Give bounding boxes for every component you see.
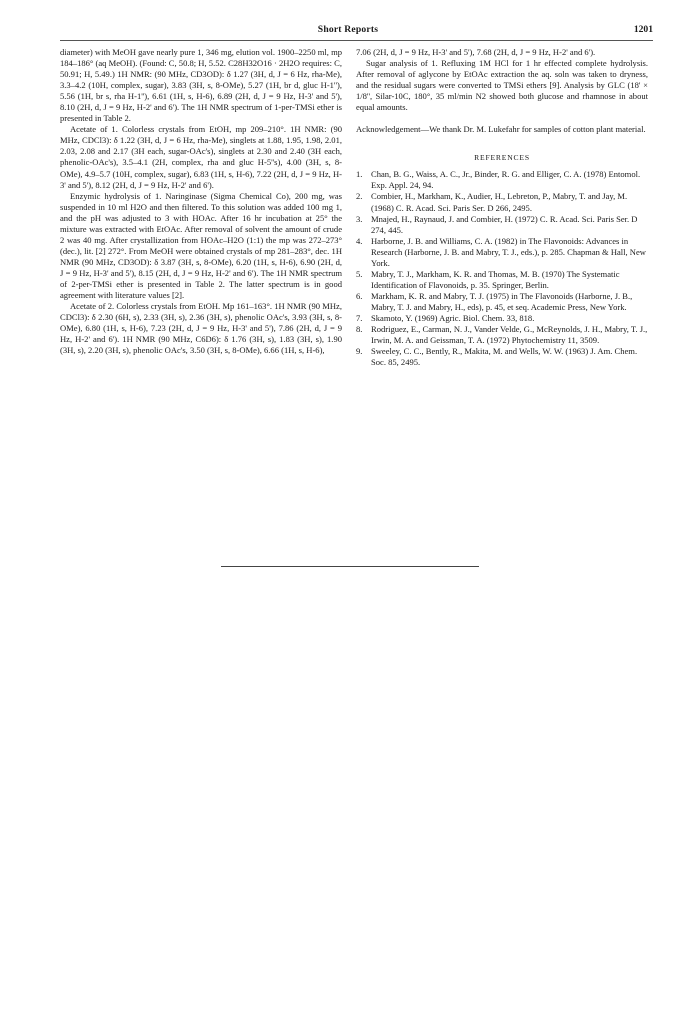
- reference-text: Rodriguez, E., Carman, N. J., Vander Velde, G., McReynolds, J. H., Mabry, T. J., Irwin, M. A. and Geissman, T. A. (1972) Phytochemistry 11, 3509.: [371, 324, 648, 346]
- continuation-paragraph: 7.06 (2H, d, J = 9 Hz, H-3' and 5'), 7.68 (2H, d, J = 9 Hz, H-2' and 6').: [356, 47, 596, 57]
- reference-number: 6.: [356, 290, 363, 301]
- reference-number: 3.: [356, 213, 363, 224]
- reference-item: [356, 214, 648, 236]
- reference-item: [356, 313, 648, 324]
- references-heading: REFERENCES: [474, 153, 530, 163]
- page-number: 1201: [633, 24, 653, 35]
- reference-text: Skamoto, Y. (1969) Agric. Biol. Chem. 33, 818.: [371, 312, 535, 323]
- reference-text: Combier, H., Markham, K., Audier, H., Lebreton, P., Mabry, T. and Jay, M. (1968) C. R. Acad. Sci. Paris Ser. D 266, 2495.: [371, 191, 628, 213]
- reference-item: [356, 269, 648, 291]
- reference-item: [356, 324, 648, 346]
- sugar-analysis-paragraph: Sugar analysis of 1. Refluxing 1M HCl for 1 hr effected complete hydrolysis. After removal of aglycone by EtOAc extraction the aq. soln was taken to dryness, and the residual sugars were converted to TMSi ethers [9]. Analysis by GLC (18' × 1/8'', Silar-10C, 180°, 35 ml/min N2 showed both glucose and rhamnose in about equal amounts.: [356, 58, 648, 113]
- reference-item: [356, 346, 648, 368]
- reference-item: [356, 191, 648, 213]
- reference-number: 7.: [356, 312, 363, 323]
- reference-number: 2.: [356, 191, 363, 202]
- reference-item: [356, 169, 648, 191]
- reference-number: 1.: [356, 169, 363, 180]
- reference-text: Harborne, J. B. and Williams, C. A. (1982) in The Flavonoids: Advances in Research (Harborne, J. B. and Mabry, T. J., eds.), p. 285. Chapman & Hall, New York.: [371, 235, 646, 268]
- reference-text: Mabry, T. J., Markham, K. R. and Thomas, M. B. (1970) The Systematic Identification of Flavonoids, p. 35. Springer, Berlin.: [371, 268, 620, 290]
- reference-text: Markham, K. R. and Mabry, T. J. (1975) in The Flavonoids (Harborne, J. B., Mabry, T. J. and Mabry, H., eds), p. 45, et seq. Academic Press, New York.: [371, 290, 633, 312]
- acetate-1-paragraph: Acetate of 1. Colorless crystals from EtOH, mp 209–210°. 1H NMR: (90 MHz, CDCl3): δ 1.22 (3H, d, J = 6 Hz, rha-Me), singlets at 1.88, 1.95, 1.98, 2.01, 2.03, 2.08 and 2.17 (3H each, sugar-OAc's), singlets at 2.30 and 2.40 (3H each, phenolic-OAc's), 3.5–4.1 (2H, complex, rha and gluc H-5''s), 4.00 (3H, s, 8-OMe), 4.9–5.7 (10H, complex, sugar), 6.83 (1H, s, H-6), 7.22 (2H, d, J = 9 Hz, H-3' and 5'), 8.12 (2H, d, J = 9 Hz, H-2' and 6').: [60, 124, 342, 190]
- reference-number: 5.: [356, 268, 363, 279]
- end-of-article-rule: [221, 566, 479, 567]
- reference-item: [356, 236, 648, 269]
- running-head-title: Short Reports: [317, 24, 379, 35]
- enzymic-hydrolysis-paragraph: Enzymic hydrolysis of 1. Naringinase (Sigma Chemical Co), 200 mg, was suspended in 10 ml H2O and then filtered. To this solution was added 100 mg 1, and the pH was adjusted to 3 with HOAc. After 16 hr incubation at 25° the mixture was extracted with EtOAc. After removal of solvent the amount of crude 2 was 40 mg. After crystallization from HOAc–H2O (1:1) the mp was 272–273° (dec.), lit. [2] 272°. From MeOH were obtained crystals of mp 281–283°, dec. 1H NMR (90 MHz, CD3OD): δ 3.87 (3H, s, 8-OMe), 6.20 (1H, s, H-6), 6.90 (2H, d, J = 9 Hz, H-3' and 5'), 8.15 (2H, d, J = 9 Hz, H-2' and 6'). The 1H NMR spectrum of 2-per-TMSi ether is presented in Table 2. The latter spectrum is in good agreement with literature values [2].: [60, 190, 342, 301]
- right-column: [356, 47, 648, 368]
- reference-text: Mnajed, H., Raynaud, J. and Combier, H. (1972) C. R. Acad. Sci. Paris Ser. D 274, 445.: [371, 213, 638, 235]
- reference-number: 8.: [356, 324, 363, 335]
- reference-text: Sweeley, C. C., Bently, R., Makita, M. and Wells, W. W. (1963) J. Am. Chem. Soc. 85, 2495.: [371, 346, 638, 368]
- reference-number: 4.: [356, 235, 363, 246]
- header-rule: [60, 40, 653, 41]
- reference-item: [356, 291, 648, 313]
- isolation-paragraph: diameter) with MeOH gave nearly pure 1, 346 mg, elution vol. 1900–2250 ml, mp 184–186° (aq MeOH). (Found: C, 50.8; H, 5.52. C28H32O16 · 2H2O requires: C, 50.91; H, 5.49.) 1H NMR: (90 MHz, CD3OD): δ 1.27 (3H, d, J = 6 Hz, rha-Me), 3.3–4.2 (10H, complex, sugar), 3.83 (3H, s, 8-OMe), 5.27 (1H, br d, gluc H-1''), 5.56 (1H, br s, rha H-1''), 6.61 (1H, s, H-6), 6.89 (2H, d, J = 9 Hz, H-3' and 5'), 8.10 (2H, d, J = 9 Hz, H-2' and 6'). The 1H NMR spectrum of 1-per-TMSi ether is presented in Table 2.: [60, 47, 342, 124]
- acetate-2-paragraph: Acetate of 2. Colorless crystals from EtOH. Mp 161–163°. 1H NMR (90 MHz, CDCl3): δ 2.30 (6H, s), 2.33 (3H, s), 2.36 (3H, s), phenolic OAc's, 3.93 (3H, s, 8-OMe), 6.80 (1H, s, H-6), 7.23 (2H, d, J = 9 Hz, H-3' and 5'), 7.86 (2H, d, J = 9 Hz, H-2' and 6'). 1H NMR (90 MHz, C6D6): δ 1.76 (3H, s), 1.83 (3H, s), 1.90 (3H, s), 2.20 (3H, s), phenolic OAc's, 3.50 (3H, s, 8-OMe), 6.66 (1H, s, H-6),: [60, 301, 342, 356]
- reference-number: 9.: [356, 346, 363, 357]
- reference-text: Chan, B. G., Waiss, A. C., Jr., Binder, R. G. and Elliger, C. A. (1978) Entomol. Exp. Appl. 24, 94.: [371, 169, 641, 191]
- running-head: [0, 24, 696, 40]
- acknowledgement-paragraph: Acknowledgement—We thank Dr. M. Lukefahr for samples of cotton plant material.: [356, 124, 646, 135]
- references-list: [356, 169, 648, 368]
- left-column: [60, 47, 342, 356]
